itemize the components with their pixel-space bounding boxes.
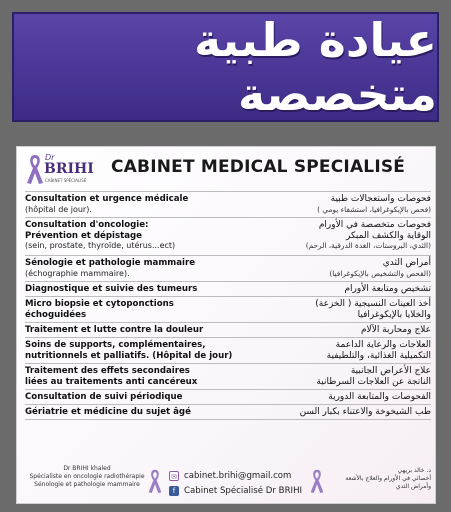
- service-ar: [241, 338, 431, 363]
- service-row: [25, 337, 431, 363]
- doctor-name-ar: د. خالد بريهي: [397, 467, 431, 474]
- service-row: [25, 404, 431, 420]
- facebook-icon: f: [169, 486, 179, 496]
- service-ar-line: العلاجات والرعاية الداعمة: [335, 340, 431, 350]
- service-fr: [25, 323, 235, 337]
- service-ar: [241, 218, 431, 255]
- service-fr: [25, 256, 235, 281]
- service-fr-line: échoguidées: [25, 309, 87, 320]
- service-fr-line: Traitement et lutte contre la douleur: [25, 325, 204, 335]
- facebook-line[interactable]: [169, 483, 302, 498]
- service-ar-line: والخلايا بالإيكوغرافيا: [357, 309, 431, 320]
- service-fr-line: Traitement des effets secondaires: [25, 366, 190, 376]
- service-ar-line: علاج ومحاربة الآلام: [360, 325, 431, 335]
- service-row: [25, 217, 431, 255]
- service-ar-line: الوقاية والكشف المبكر: [346, 230, 431, 241]
- service-fr-line: Consultation de suivi périodique: [25, 392, 183, 402]
- service-fr: [25, 338, 235, 363]
- service-ar-line: التكميلية الغذائية، والتلطيفية: [326, 350, 431, 361]
- service-fr: [25, 297, 235, 322]
- service-fr-line: Diagnostique et suivie des tumeurs: [25, 284, 198, 294]
- service-row: [25, 322, 431, 337]
- logo-subtitle: CABINET SPÉCIALISÉ: [45, 178, 87, 183]
- service-fr-detail: (hôpital de jour).: [25, 204, 92, 214]
- service-fr-line: nutritionnels et palliatifs. (Hôpital de jour): [25, 350, 233, 361]
- service-fr-line: Sénologie et pathologie mammaire: [25, 258, 196, 268]
- service-fr-line: Consultation et urgence médicale: [25, 194, 189, 204]
- service-fr: [25, 218, 235, 255]
- service-fr: [25, 282, 235, 296]
- logo-name: BRIHI: [44, 161, 94, 177]
- service-ar: [241, 364, 431, 389]
- service-ar-line: أخذ العينات النسيجية ( الخزعة): [315, 299, 431, 309]
- service-fr-detail: (échographie mammaire).: [25, 268, 130, 278]
- doctor-specialty-ar: أخصائي في الأورام والعلاج بالأشعة: [345, 475, 431, 482]
- services-list: [25, 191, 431, 420]
- service-ar-detail: (الثدي، البروستات، الغدة الدرقية، الرحم): [305, 241, 431, 250]
- card-footer: [17, 459, 436, 504]
- service-ar-line: طب الشيخوخة والاعتناء بكبار السن: [299, 407, 431, 417]
- service-fr-line: Prévention et dépistage: [25, 230, 142, 241]
- clinic-logo: [25, 151, 97, 187]
- service-row: [25, 191, 431, 217]
- email-line[interactable]: [169, 468, 302, 483]
- card-header: [17, 147, 436, 191]
- doctor-specialty2-ar: وأمراض الثدي: [395, 483, 431, 490]
- service-ar: [241, 297, 431, 322]
- contact-info: [169, 468, 302, 498]
- service-fr-line: Soins de supports, complémentaires,: [25, 340, 206, 350]
- clinic-card: [16, 146, 436, 504]
- service-row: [25, 389, 431, 404]
- service-ar: [241, 323, 431, 337]
- service-row: [25, 296, 431, 322]
- service-fr-line: liées au traitements anti cancéreux: [25, 376, 198, 387]
- service-ar: [241, 405, 431, 419]
- service-fr-line: Micro biopsie et cytoponctions: [25, 299, 174, 309]
- ribbon-icon: [309, 467, 325, 495]
- service-ar-line: الفحوصات والمتابعة الدورية: [328, 392, 431, 402]
- service-ar-line: فحوصات واستعجالات طبية: [330, 194, 431, 204]
- email-text[interactable]: cabinet.brihi@gmail.com: [184, 470, 292, 481]
- service-fr: [25, 192, 235, 217]
- ribbon-icon: [147, 467, 163, 495]
- service-ar-line: أمراض الثدي: [382, 258, 431, 268]
- service-ar: [241, 282, 431, 296]
- ribbon-icon: [25, 153, 45, 185]
- service-row: [25, 281, 431, 296]
- facebook-text[interactable]: Cabinet Spécialisé Dr BRIHI: [184, 485, 303, 496]
- service-ar-line: فحوصات متخصصة في الأورام: [318, 220, 431, 230]
- service-ar: [241, 192, 431, 217]
- logo-dr: Dr: [45, 153, 55, 162]
- service-ar-line: الناتجة عن العلاجات السرطانية: [316, 376, 431, 387]
- service-fr: [25, 405, 235, 419]
- service-fr: [25, 364, 235, 389]
- service-row: [25, 255, 431, 281]
- service-fr-detail: (sein, prostate, thyroïde, utérus...ect): [25, 241, 176, 250]
- banner-title: عيادة طبية متخصصة: [193, 13, 437, 121]
- service-ar: [241, 390, 431, 404]
- service-fr: [25, 390, 235, 404]
- doctor-info-ar: [335, 467, 431, 491]
- doctor-specialty2-fr: Sénologie et pathologie mammaire: [34, 481, 140, 488]
- card-title: CABINET MEDICAL SPECIALISÉ: [111, 157, 406, 177]
- service-row: [25, 363, 431, 389]
- service-fr-line: Consultation d'oncologie:: [25, 220, 149, 230]
- title-banner: [12, 12, 439, 122]
- service-ar-detail: (فحص بالإيكوغرافيا، استشفاء يومي ): [317, 204, 431, 214]
- service-ar-line: تشخيص ومتابعة الأورام: [344, 284, 431, 294]
- service-ar: [241, 256, 431, 281]
- service-ar-line: علاج الأعراض الجانبية: [350, 366, 431, 376]
- doctor-name-fr: Dr BRIHI khaled: [63, 465, 111, 472]
- service-fr-line: Gériatrie et médicine du sujet âgé: [25, 407, 191, 417]
- email-icon: ✉: [169, 471, 179, 481]
- service-ar-detail: (الفحص والتشخيص بالإيكوغرافيا): [329, 268, 431, 278]
- doctor-specialty-fr: Spécialiste en oncologie radiothérapie: [29, 473, 145, 480]
- doctor-info-fr: [23, 465, 151, 489]
